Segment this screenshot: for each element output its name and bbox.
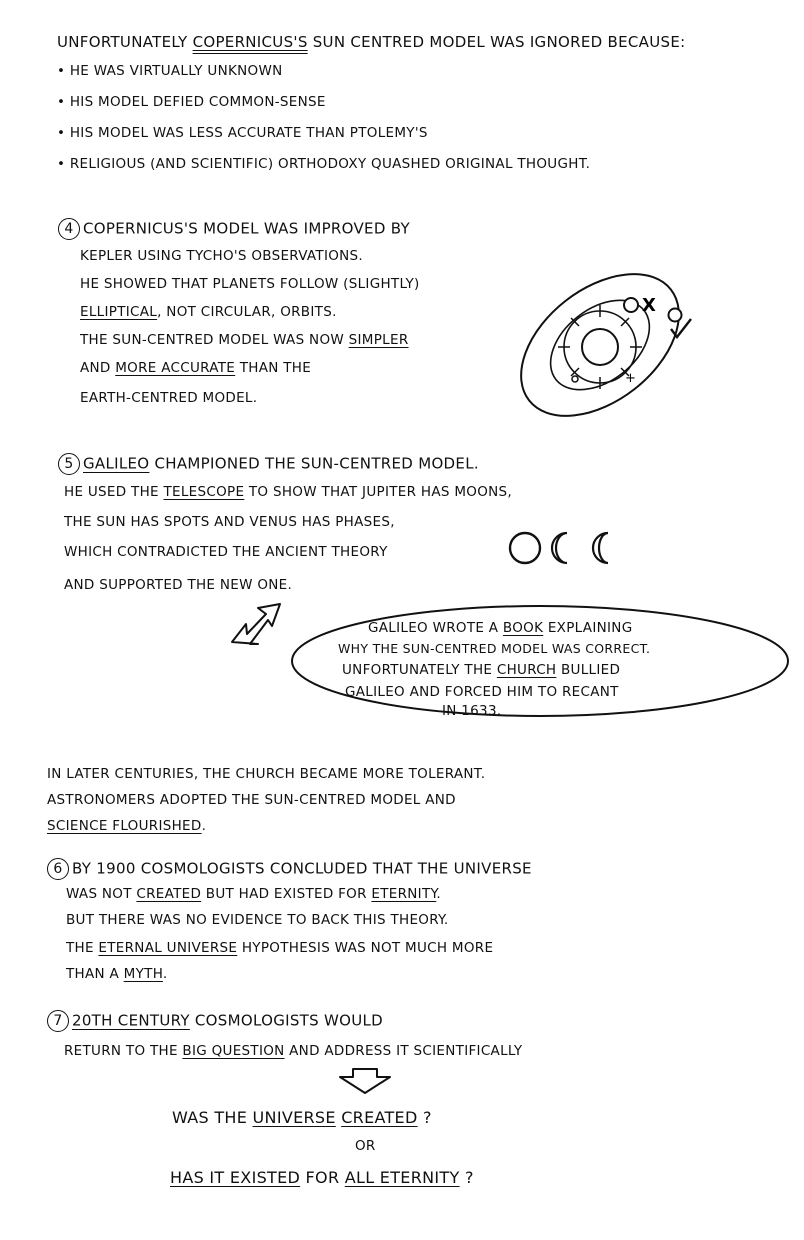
s6-line-4: THE ETERNAL UNIVERSE HYPOTHESIS WAS NOT MUCH MORE xyxy=(66,940,494,956)
section-number-6: 6 xyxy=(47,858,69,880)
s6-line-5: THAN A MYTH. xyxy=(66,966,168,982)
svg-text:+: + xyxy=(625,371,636,386)
bubble-line-4: GALILEO AND FORCED HIM TO RECANT xyxy=(345,684,619,700)
s7-line-1: 7 20TH CENTURY COSMOLOGISTS WOULD xyxy=(47,1010,383,1032)
later-line-2: ASTRONOMERS ADOPTED THE SUN-CENTRED MODEL AND xyxy=(47,792,456,808)
bullet-1: • HE WAS VIRTUALLY UNKNOWN xyxy=(57,63,283,79)
down-arrow-icon xyxy=(335,1066,395,1096)
question-or: OR xyxy=(355,1138,376,1154)
section-number-7: 7 xyxy=(47,1010,69,1032)
question-line-1: WAS THE UNIVERSE CREATED ? xyxy=(172,1108,432,1127)
s6-line-3: BUT THERE WAS NO EVIDENCE TO BACK THIS THEORY. xyxy=(66,912,449,928)
bubble-line-3: UNFORTUNATELY THE CHURCH BULLIED xyxy=(342,662,621,678)
intro-line: UNFORTUNATELY COPERNICUS'S SUN CENTRED MODEL WAS IGNORED BECAUSE: xyxy=(57,33,686,51)
s4-line-1: 4 COPERNICUS'S MODEL WAS IMPROVED BY xyxy=(58,218,410,240)
s4-line-3: HE SHOWED THAT PLANETS FOLLOW (SLIGHTLY) xyxy=(80,276,420,292)
bullet-2: • HIS MODEL DEFIED COMMON-SENSE xyxy=(57,94,326,110)
s5-line-2: HE USED THE TELESCOPE TO SHOW THAT JUPITER HAS MOONS, xyxy=(64,484,512,500)
s4-line-5: THE SUN-CENTRED MODEL WAS NOW SIMPLER xyxy=(80,332,409,348)
bubble-line-2: WHY THE SUN-CENTRED MODEL WAS CORRECT. xyxy=(338,641,651,656)
s6-line-2: WAS NOT CREATED BUT HAD EXISTED FOR ETERNITY. xyxy=(66,886,441,902)
venus-phases-icon xyxy=(505,528,625,568)
s5-line-4: WHICH CONTRADICTED THE ANCIENT THEORY xyxy=(64,544,388,560)
bubble-line-1: GALILEO WROTE A BOOK EXPLAINING xyxy=(368,620,633,636)
bullet-4: • RELIGIOUS (AND SCIENTIFIC) ORTHODOXY QUASHED ORIGINAL THOUGHT. xyxy=(57,156,591,172)
s5-line-5: AND SUPPORTED THE NEW ONE. xyxy=(64,577,293,593)
s5-line-1: 5 GALILEO CHAMPIONED THE SUN-CENTRED MODEL. xyxy=(58,453,479,475)
s4-line-6: AND MORE ACCURATE THAN THE xyxy=(80,360,312,376)
pointer-arrow-icon xyxy=(228,600,288,662)
s4-line-7: EARTH-CENTRED MODEL. xyxy=(80,390,258,406)
later-line-3: SCIENCE FLOURISHED. xyxy=(47,818,207,834)
bullet-3: • HIS MODEL WAS LESS ACCURATE THAN PTOLEMY'S xyxy=(57,125,428,141)
s4-line-4: ELLIPTICAL, NOT CIRCULAR, ORBITS. xyxy=(80,304,337,320)
s7-line-2: RETURN TO THE BIG QUESTION AND ADDRESS IT SCIENTIFICALLY xyxy=(64,1043,523,1059)
section-number-4: 4 xyxy=(58,218,80,240)
later-line-1: IN LATER CENTURIES, THE CHURCH BECAME MORE TOLERANT. xyxy=(47,766,486,782)
bubble-line-5: IN 1633. xyxy=(442,703,502,719)
s5-line-3: THE SUN HAS SPOTS AND VENUS HAS PHASES, xyxy=(64,514,395,530)
question-line-2: HAS IT EXISTED FOR ALL ETERNITY ? xyxy=(170,1168,474,1187)
section-number-5: 5 xyxy=(58,453,80,475)
s4-line-2: KEPLER USING TYCHO'S OBSERVATIONS. xyxy=(80,248,364,264)
svg-text:X: X xyxy=(642,295,656,316)
s6-line-1: 6 BY 1900 COSMOLOGISTS CONCLUDED THAT THE UNIVERSE xyxy=(47,858,532,880)
copernicus-name: COPERNICUS'S xyxy=(192,33,308,51)
elliptical-orbit-diagram-icon xyxy=(505,255,705,425)
